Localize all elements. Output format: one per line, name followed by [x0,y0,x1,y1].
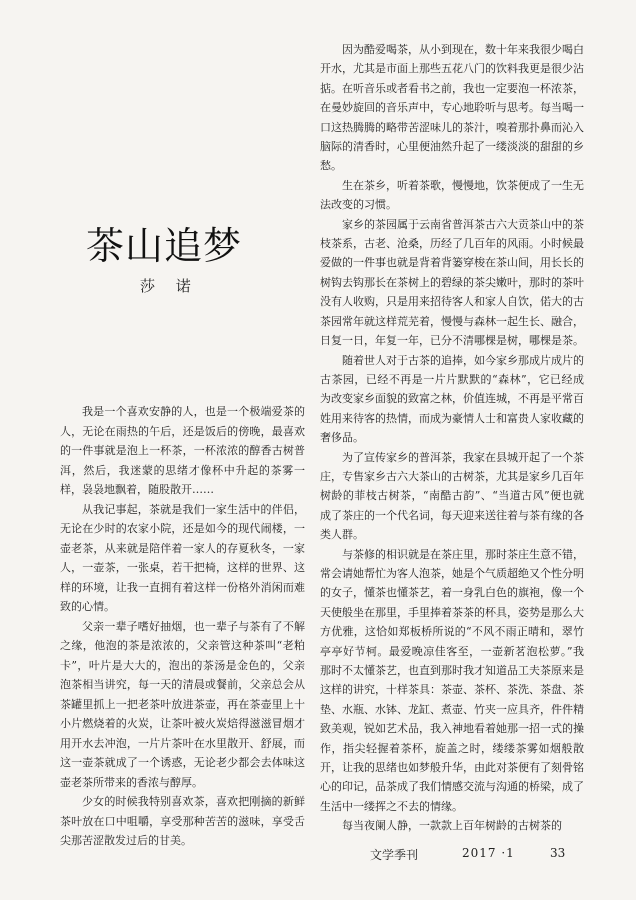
article-title: 茶山追梦 [86,224,243,268]
paragraph: 为了宣传家乡的普洱茶，我家在县城开起了一个茶庄，专售家乡古六大茶山的古树茶，尤其是家乡几百年树龄的菲枝古树茶，“南酷古韵”、“当道古风”便也就成了茶庄的一个代名词，每天迎来送往着与茶有缘的各类人群。 [320,450,584,542]
paragraph: 父亲一辈子嗜好抽烟，也一辈子与茶有了不解之缘，他泡的茶是浓浓的，父亲管这种茶叫“老粕卡”，叶片是大大的，泡出的茶汤是金色的，父亲泡茶相当讲究，每一天的清晨或餐前，父亲总会从茶罐里抓上一把老茶叶放进茶壶，再在茶壶里上十小片燃烧着的火炭，让茶叶被火炭焙得滋滋冒烟才用开水去冲泡，一片片茶叶在水里散开、舒展，而这一壶茶就成了一个诱惑，无论老少都会去体味这壶老茶所带来的香浓与醇厚。 [60,619,305,789]
paragraph: 与茶修的相识就是在茶庄里，那时茶庄生意不错，常会请她帮忙为客人泡茶，她是个气质超绝又个性分明的女子，懂茶也懂茶艺，着一身乳白色的旗袍，像一个天使般坐在那里，手里捧着茶茶的杯具，姿势是那么大方优雅，这恰如郑板桥所说的“不风不雨正晴和，翠竹亭亭好节柯。最爱晚凉佳客至，一壶新茗泡松萝。”我那时不太懂茶艺，也直到那时我才知道品工夫茶原来是这样的讲究，十样茶具：茶壶、茶杯、茶洗、茶盘、茶垫、水瓶、水钵、龙缸、煮壶、竹夹一应具齐，件件精致美观，锐如艺术品，我入神地看着她那一招一式的操作，指尖轻握着茶杯，旋盖之时，缕缕茶雾如烟般散开，让我的思绪也如梦般升华，由此对茶便有了刻骨铭心的印记，品茶成了我们情感交流与沟通的桥梁，成了生活中一缕挥之不去的情缘。 [320,547,584,813]
magazine-name: 文学季刊 [370,848,419,862]
paragraph: 从我记事起，茶就是我们一家生活中的伴侣，无论在少时的农家小院，还是如今的现代闹楼，一壶老茶，从来就是陪伴着一家人的存夏秋冬，一家人，一壶茶，一张桌，若干把椅，这样的世界、这样的环境，让我一直拥有着这样一份格外消闲而难致的心情。 [60,502,305,613]
paragraph: 随着世人对于古茶的追捧，如今家乡那成片成片的古茶园，已经不再是一片片默默的“森林”，它已经成为改变家乡面貌的致富之林，价值连城，不再是平常百姓用来待客的热情，而成为豪情人士和富贵人家收藏的奢侈品。 [320,353,584,445]
right-text-column [320,40,584,836]
paragraph: 生在茶乡，听着茶歌，慢慢地，饮茶便成了一生无法改变的习惯。 [320,178,584,212]
left-text-column [60,402,305,851]
paragraph: 因为酷爱喝茶，从小到现在，数十年来我很少喝白开水，尤其是市面上那些五花八门的饮料我更是很少沾掂。在听音乐或者看书之前，我也一定要泡一杯浓茶，在曼妙旋回的音乐声中，专心地聆听与思考。每当喝一口这热腾腾的略带苦涩味儿的茶汁，嗅着那扑鼻而沁入脑际的清香时，心里便油然升起了一缕淡淡的甜甜的乡愁。 [320,43,584,173]
paragraph: 少女的时候我特别喜欢茶，喜欢把刚摘的新鲜茶叶放在口中咀嚼，享受那种苦苦的滋味，享受舌尖那苦涩散发过后的甘美。 [60,795,305,847]
paragraph: 每当夜阑人静，一款款上百年树龄的古树茶的 [342,819,562,833]
article-author: 莎 诺 [140,277,199,295]
paragraph: 我是一个喜欢安静的人，也是一个极端爱茶的人，无论在雨热的午后，还是饭后的傍晚，最喜欢的一件事就是泡上一杯茶，一杯浓浓的醇香古树普洱，然后，我迷蒙的思绪才像杯中升起的茶雾一样，袅袅地飘着，随股散开…… [60,405,305,496]
page-number: 33 [550,846,566,860]
issue-number: 2017 ·1 [462,846,515,860]
paragraph: 家乡的茶园属于云南省普洱茶古六大贡茶山中的茶枝茶系，古老、沧桑，历经了几百年的风雨。小时候最爱做的一件事也就是背着背篓穿梭在茶山间，用长长的树钩去钩那长在茶树上的碧绿的茶尖嫩叶，那时的茶叶没有人收购，只是用来招待客人和家人自饮，偌大的古茶园常年就这样荒芜着，慢慢与森林一起生长、融合，日复一日，年复一年，已分不清哪棵是树，哪棵是茶。 [320,217,584,348]
